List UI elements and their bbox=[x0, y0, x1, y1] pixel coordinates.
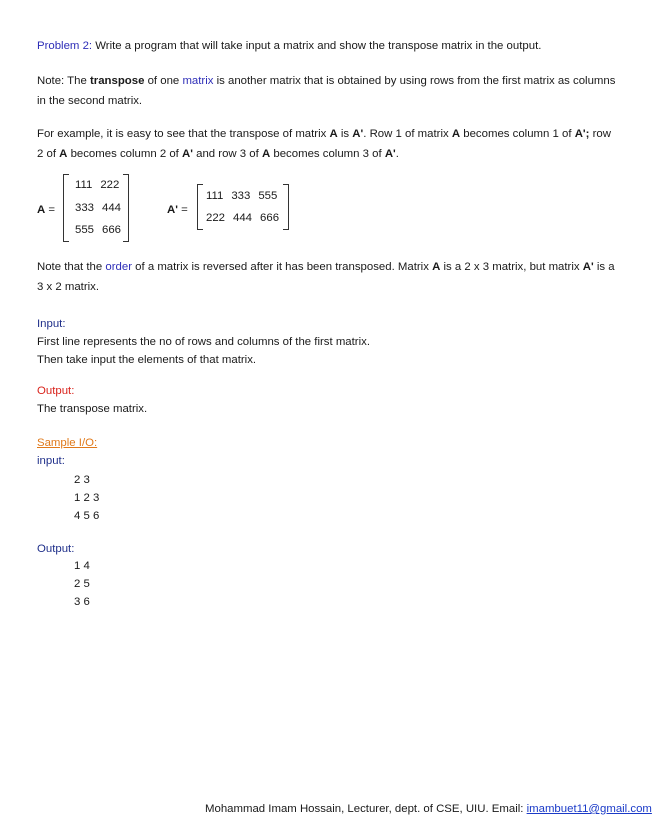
matrix-cell: 111 bbox=[75, 179, 93, 191]
matrix-at-label bbox=[167, 203, 188, 217]
sample-output-label: Output: bbox=[37, 543, 75, 555]
footer-email-link[interactable]: imambuet11@gmail.com bbox=[526, 803, 652, 815]
matrix-cell: 111 bbox=[206, 190, 224, 202]
problem-text: Write a program that will take input a matrix and show the transpose matrix in the output. bbox=[92, 40, 542, 52]
example-text: is bbox=[337, 128, 353, 140]
matrix-cell: 666 bbox=[260, 212, 280, 224]
order-note-paragraph bbox=[37, 257, 617, 297]
example-text: . bbox=[395, 148, 399, 160]
example-text: becomes column 1 of bbox=[460, 128, 575, 140]
note-matrix-word: matrix bbox=[182, 75, 214, 87]
example-text: becomes column 3 of bbox=[270, 148, 385, 160]
matrix-a-left-bracket bbox=[63, 174, 69, 242]
matrix-cell: 444 bbox=[102, 202, 122, 214]
matrix-a-row bbox=[75, 179, 119, 191]
matrix-cell: 444 bbox=[233, 212, 253, 224]
example-text: and row 3 of bbox=[192, 148, 262, 160]
example-bold: A' bbox=[384, 148, 396, 160]
order-note-bold: A' bbox=[582, 261, 594, 273]
matrix-a-label-letter: A bbox=[37, 204, 46, 216]
input-heading: Input: bbox=[37, 318, 66, 330]
example-bold: A bbox=[261, 148, 271, 160]
matrix-a bbox=[64, 174, 128, 242]
example-text: row 2 of bbox=[37, 128, 611, 160]
matrix-cell: 666 bbox=[102, 224, 122, 236]
example-bold: A bbox=[329, 128, 338, 140]
input-desc-line-1: First line represents the no of rows and columns of the first matrix. bbox=[37, 336, 370, 348]
page-footer bbox=[205, 803, 652, 815]
matrix-a-right-bracket bbox=[123, 174, 129, 242]
matrix-cell: 222 bbox=[100, 179, 120, 191]
matrix-a-row bbox=[75, 202, 121, 214]
order-note-text: Note that the bbox=[37, 261, 106, 273]
example-bold: A'; bbox=[574, 128, 590, 140]
example-text: becomes column 2 of bbox=[67, 148, 183, 160]
output-heading: Output: bbox=[37, 385, 75, 397]
example-bold: A' bbox=[352, 128, 364, 140]
output-desc-line-1: The transpose matrix. bbox=[37, 403, 148, 415]
sample-output-line: 1 4 bbox=[74, 560, 90, 572]
order-note-bold: A bbox=[432, 261, 441, 273]
note-paragraph bbox=[37, 71, 617, 111]
matrix-a-label bbox=[37, 203, 55, 217]
matrix-cell: 222 bbox=[206, 212, 226, 224]
problem-statement bbox=[37, 36, 617, 56]
problem-label: Problem 2: bbox=[37, 40, 93, 52]
example-bold: A bbox=[59, 148, 68, 160]
sample-input-line: 4 5 6 bbox=[74, 510, 100, 522]
example-bold: A bbox=[451, 128, 461, 140]
note-bold-transpose: transpose bbox=[89, 75, 145, 87]
sample-output-line: 3 6 bbox=[74, 596, 90, 608]
matrix-a-transpose bbox=[198, 184, 288, 230]
sample-input-line: 2 3 bbox=[74, 474, 90, 486]
sample-input-line: 1 2 3 bbox=[74, 492, 100, 504]
matrix-a-row bbox=[75, 224, 121, 236]
matrix-at-right-bracket bbox=[283, 184, 289, 230]
example-paragraph bbox=[37, 124, 617, 164]
note-rest: is another matrix that is obtained by using rows from the first matrix as columns in the second matrix. bbox=[37, 75, 616, 107]
sample-output-line: 2 5 bbox=[74, 578, 90, 590]
example-bold: A' bbox=[182, 148, 193, 160]
matrix-cell: 555 bbox=[258, 190, 278, 202]
example-text: For example, it is easy to see that the transpose of matrix bbox=[37, 128, 330, 140]
sample-io-heading-text: Sample I/O: bbox=[37, 437, 98, 449]
matrix-a-label-equals: = bbox=[45, 204, 56, 216]
matrix-cell: 333 bbox=[231, 190, 251, 202]
matrix-cell: 555 bbox=[75, 224, 95, 236]
sample-input-label: input: bbox=[37, 455, 65, 467]
order-note-text: is a 2 x 3 matrix, but matrix bbox=[440, 261, 583, 273]
matrix-at-row bbox=[206, 212, 279, 224]
matrix-cell: 333 bbox=[75, 202, 95, 214]
order-note-text: is a 3 x 2 matrix. bbox=[37, 261, 615, 293]
matrix-at-label-equals: = bbox=[177, 204, 188, 216]
note-mid: of one bbox=[144, 75, 183, 87]
note-prefix: Note: The bbox=[37, 75, 90, 87]
matrix-at-row bbox=[206, 190, 277, 202]
matrix-at-label-letter: A' bbox=[167, 204, 178, 216]
matrix-at-left-bracket bbox=[197, 184, 203, 230]
example-text: . Row 1 of matrix bbox=[363, 128, 452, 140]
input-desc-line-2: Then take input the elements of that matrix. bbox=[37, 354, 257, 366]
order-word: order bbox=[105, 261, 132, 273]
sample-io-heading bbox=[37, 433, 617, 453]
order-note-text: of a matrix is reversed after it has been transposed. Matrix bbox=[131, 261, 433, 273]
footer-text: Mohammad Imam Hossain, Lecturer, dept. of CSE, UIU. Email: bbox=[205, 803, 527, 815]
